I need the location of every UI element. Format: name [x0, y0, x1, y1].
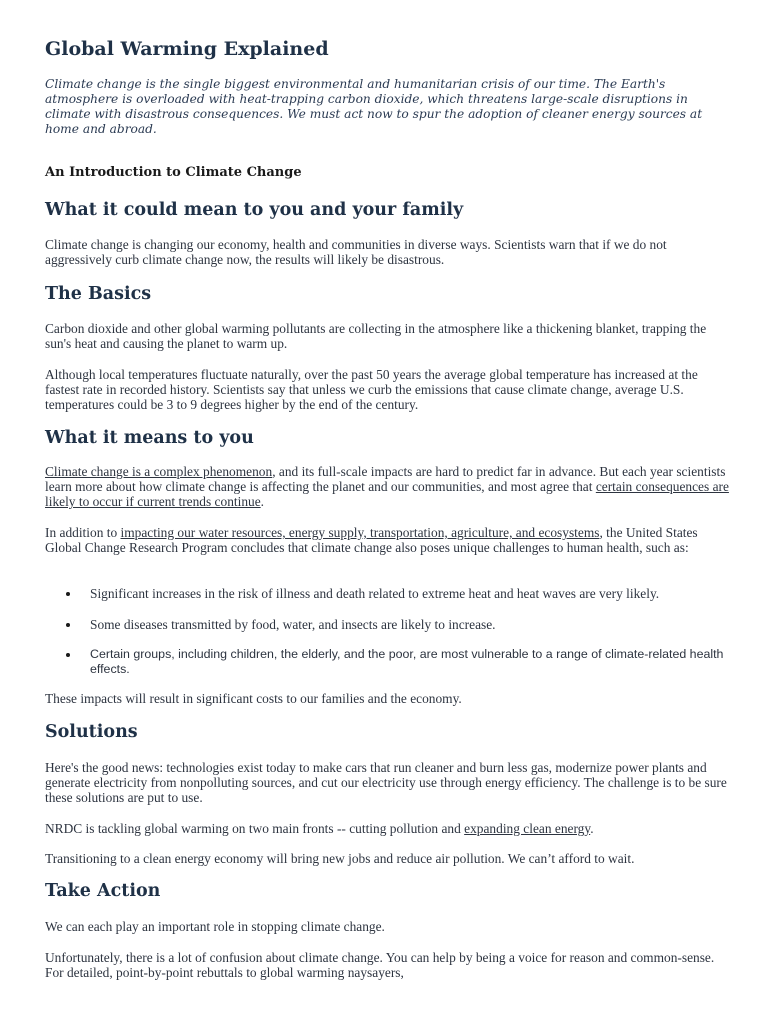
heading-basics: The Basics: [45, 284, 152, 304]
bullet-icon: [66, 592, 70, 596]
text-segment: , the United States Global Change Research Program concludes that climate change also poses unique challenges to human health, such as:: [45, 525, 698, 556]
paragraph-action-2: Unfortunately, there is a lot of confusion about climate change. You can help by being a voice for reason and common-sense. For detailed, point-by-point rebuttals to global warming naysayers,: [45, 950, 715, 981]
bullet-icon: [66, 623, 70, 627]
text-segment: , and its full-scale impacts are hard to predict far in advance. But each year scientists learn more about how climate change is affecting the planet and our communities, and most agree that: [45, 464, 726, 495]
intro-subheading: An Introduction to Climate Change: [45, 165, 302, 180]
text-segment: In addition to: [45, 525, 121, 540]
heading-family: What it could mean to you and your family: [45, 200, 464, 220]
intro-paragraph: Climate change is the single biggest environmental and humanitarian crisis of our time. The Earth's atmosphere is overloaded with heat-trapping carbon dioxide, which threatens large-scale disruptions in climate with disastrous consequences. We must act now to spur the adoption of cleaner energy sources at home and abroad.: [45, 77, 703, 136]
document-title: Global Warming Explained: [45, 38, 329, 60]
paragraph-family: Climate change is changing our economy, health and communities in diverse ways. Scientists warn that if we do not aggressively curb climate change now, the results will likely be disastrous.: [45, 237, 667, 268]
text-segment: NRDC is tackling global warming on two main fronts -- cutting pollution and: [45, 821, 465, 836]
list-item-text: Certain groups, including children, the elderly, and the poor, are most vulnerable to a range of climate-related health effects.: [90, 647, 724, 677]
bullet-icon: [66, 653, 70, 657]
list-item-text: Significant increases in the risk of illness and death related to extreme heat and heat waves are very likely.: [90, 586, 660, 601]
paragraph-solutions-2: [45, 821, 735, 836]
heading-means: What it means to you: [45, 428, 254, 448]
link-complex-phenomenon[interactable]: Climate change is a complex phenomenon: [45, 464, 273, 479]
list-item: [90, 647, 730, 677]
paragraph-solutions-3: Transitioning to a clean energy economy will bring new jobs and reduce air pollution. We can’t afford to wait.: [45, 851, 635, 866]
list-item: [90, 586, 730, 601]
text-segment: .: [590, 821, 594, 836]
link-expanding-clean-energy[interactable]: expanding clean energy: [464, 821, 591, 836]
paragraph-means-3: These impacts will result in significant costs to our families and the economy.: [45, 691, 462, 706]
paragraph-basics-2: Although local temperatures fluctuate naturally, over the past 50 years the average global temperature has increased at the fastest rate in recorded history. Scientists say that unless we curb the emissions that cause climate change, average U.S. temperatures could be 3 to 9 degrees higher by the end of the century.: [45, 367, 698, 413]
paragraph-basics-1: Carbon dioxide and other global warming pollutants are collecting in the atmosphere like a thickening blanket, trapping the sun's heat and causing the planet to warm up.: [45, 321, 707, 352]
link-certain-consequences[interactable]: certain consequences are likely to occur if current trends continue: [45, 479, 729, 510]
paragraph-means-2: [45, 525, 735, 555]
list-item: [90, 617, 730, 632]
text-segment: .: [260, 494, 265, 510]
paragraph-action-1: We can each play an important role in stopping climate change.: [45, 919, 385, 934]
list-item-text: Some diseases transmitted by food, water, and insects are likely to increase.: [90, 617, 496, 632]
link-impacting-resources[interactable]: impacting our water resources, energy supply, transportation, agriculture, and ecosystems: [120, 525, 600, 540]
heading-solutions: Solutions: [45, 722, 138, 742]
paragraph-means-1: [45, 464, 735, 510]
paragraph-solutions-1: Here's the good news: technologies exist today to make cars that run cleaner and burn less gas, modernize power plants and generate electricity from nonpolluting sources, and cut our electricity use through energy efficiency. The challenge is to be sure these solutions are put to use.: [45, 760, 727, 806]
heading-take-action: Take Action: [45, 881, 161, 901]
